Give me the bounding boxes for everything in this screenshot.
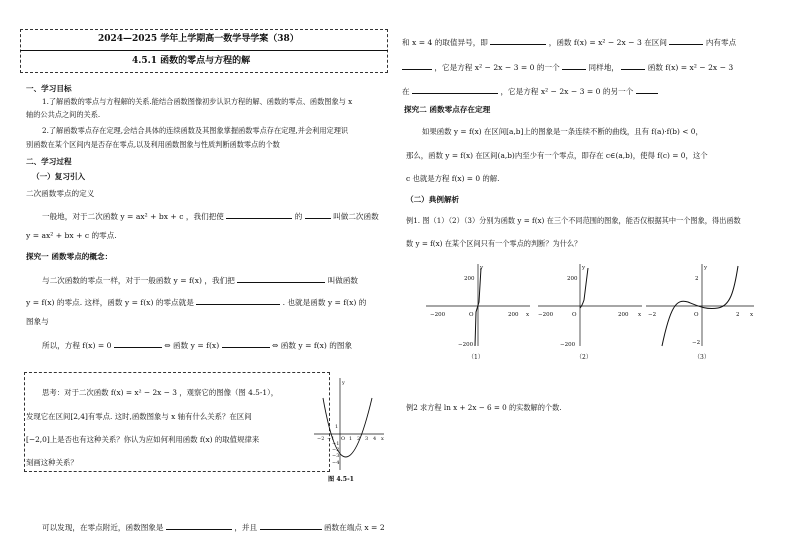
g3-label-x: x [750,312,754,318]
fig451-tick-2: 2 [357,436,361,442]
think-line-c: [−2,0]上是否也有这种关系？你认为应如何利用函数 f(x) 的取值规律来 [26,435,260,444]
r2-blank-2[interactable] [562,62,586,70]
g3-xtick-neg2: −2 [648,312,657,318]
last-text-a2: ，并且 [234,523,258,532]
g1-origin: O [469,312,474,318]
g1-xtick-neg200: −200 [430,312,446,318]
review-subheading: 二次函数零点的定义 [26,189,95,198]
section-title: 4.5.1 函数的零点与方程的解 [132,56,251,66]
graph-1 [422,262,534,350]
explore1-line-c: 图象与 [26,317,49,326]
fig451-tick-3: 3 [365,436,369,442]
g3-ytick-2: 2 [695,276,699,282]
s1-heading: 一、学习目标 [26,84,72,93]
fig451-tick-1: 1 [349,436,353,442]
g2-origin: O [572,312,577,318]
last-text-a3: 函数在端点 x = 2 [323,523,385,532]
g3-origin: O [694,312,699,318]
page-title: 2024—2025 学年上学期高一数学导学案（38） [98,34,299,44]
fig451-label-y: y [342,380,345,386]
explore1-line-d [42,340,352,350]
review-heading: （一）复习引入 [32,172,86,181]
def-text-a3: 叫做二次函数 [333,212,379,221]
g2-ytick-200: 200 [567,276,578,282]
g1-label-x: x [526,312,530,318]
ex1-blank-2[interactable] [196,297,280,305]
goal2-line-b: 别函数在某个区间内是否存在零点,以及利用函数图象与性质判断函数零点的个数 [26,140,280,149]
g2-caption: （2） [576,354,592,361]
right-line-3 [402,86,658,96]
explore1-line-b [26,297,366,307]
g2-curve [580,268,588,308]
g2-xtick-neg200: −200 [538,312,554,318]
fig451-ytick-neg4: −4 [332,460,340,466]
fig451-ytick-neg3: −3 [332,453,340,459]
s2-heading: 二、学习过程 [26,157,72,166]
left-column [20,0,388,560]
right-line-2 [402,62,733,72]
ex1-text-a2: 叫做函数 [327,276,359,285]
r2-text-c: 函数 f(x) = x² − 2x − 3 [647,63,734,72]
ex1-text-b1: y = f(x) 的零点. 这样，函数 y = f(x) 的零点就是 [26,298,194,307]
explore1-heading: 探究一 函数零点的概念： [26,252,113,261]
think-box [24,372,330,472]
g1-caption: （1） [468,354,484,361]
goal2-line-a: 2.了解函数零点存在定理,会结合具体的连续函数及其图象掌握函数零点存在定理,并会利用定理识 [42,126,349,135]
r1-text-c: 内有零点 [705,38,737,47]
g2-xtick-200: 200 [618,312,629,318]
think-line-b: 发现它在区间[2,4]有零点. 这时,函数图象与 x 轴有什么关系？在区间 [26,412,252,421]
last-blank-1[interactable] [166,522,232,530]
fig451-label-x: x [381,436,384,442]
g3-xtick-2: 2 [736,312,740,318]
r3-blank-2[interactable] [636,86,658,94]
fig451-tick-neg2: −2 [317,436,325,442]
g3-ytick-neg2: −2 [692,340,701,346]
r2-blank-3[interactable] [621,62,645,70]
g3-label-y: y [704,265,708,271]
think-line-a: 思考：对于二次函数 f(x) = x² − 2x − 3 ，观察它的图像（图 4.5-1）， [42,388,279,397]
r3-text-b: ，它是方程 x² − 2x − 3 = 0 的另一个 [500,87,634,96]
theorem-line-c: c 也就是方程 f(x) = 0 的解. [406,174,500,183]
def-line-b: y = ax² + bx + c 的零点. [26,231,117,240]
ex1-text-d1: 所以，方程 f(x) = 0 [42,341,112,350]
r1-blank-1[interactable] [490,37,546,45]
graph-3 [642,262,760,350]
theorem-line-a: 如果函数 y = f(x) 在区间[a,b]上的图象是一条连续不断的曲线，且有 f(a)·f(b) < 0， [422,127,703,136]
g2-ytick-neg200: −200 [560,342,576,348]
g1-ytick-200: 200 [464,276,475,282]
header-divider [20,50,388,51]
goal1-line-b: 轴的公共点之间的关系. [26,110,101,119]
fig451-parabola [323,398,372,457]
explore1-line-a [42,275,358,285]
g1-label-y: y [480,265,484,271]
ex1-blank-4[interactable] [222,340,270,348]
fig451-ytick-neg2: −2 [332,447,340,453]
fig451-ytick-neg1: −1 [332,441,340,447]
ex1-text-b2: . 也就是函数 y = f(x) 的 [282,298,367,307]
case1-line-b: 数 y = f(x) 在某个区间只有一个零点的判断？为什么？ [406,239,582,248]
think-line-d: 刻画这种关系？ [26,458,78,467]
r1-blank-2[interactable] [669,37,703,45]
r2-blank-1[interactable] [402,62,432,70]
def-blank-1[interactable] [226,211,292,219]
ex1-text-d2: ⇔ 函数 y = f(x) [164,341,220,350]
ex1-text-d3: ⇔ 函数 y = f(x) 的图象 [272,341,353,350]
ex1-text-a1: 与二次函数的零点一样，对于一般函数 y = f(x) ，我们把 [42,276,235,285]
right-line-1 [402,37,736,47]
r3-blank-1[interactable] [412,86,498,94]
fig451-tick-4: 4 [373,436,377,442]
last-blank-2[interactable] [260,522,322,530]
fig451-caption: 图 4.5-1 [328,476,354,483]
r1-text-b: ，函数 f(x) = x² − 2x − 3 在区间 [548,38,667,47]
graph-2 [534,262,646,350]
theorem-line-b: 那么，函数 y = f(x) 在区间(a,b)内至少有一个零点，即存在 c∈(a,b)，使得 f(c) = 0，这个 [406,151,708,160]
def-line-a [42,211,379,221]
r3-text-a: 在 [402,87,410,96]
last-text-a1: 可以发现，在零点附近，函数图象是 [42,523,164,532]
g3-caption: （3） [694,354,710,361]
case1-line-a: 例1. 图（1）（2）（3）分别为函数 y = f(x) 在三个不同范围的图象，能否仅根据其中一个图象，得出函数 [406,216,741,225]
def-blank-2[interactable] [305,211,331,219]
fig451-ytick-1: 1 [335,424,339,430]
cases-heading: （二）典例解析 [406,195,460,204]
right-column [402,0,774,560]
r2-text-a: ，它是方程 x² − 2x − 3 = 0 的一个 [434,63,560,72]
g2-label-y: y [582,265,586,271]
def-text-a2: 的 [294,212,303,221]
g1-ytick-neg200: −200 [458,342,474,348]
goal1-line-a: 1.了解函数的零点与方程解的关系.能结合函数图像初步认识方程的解、函数的零点、函数图象与 x [42,97,353,106]
fig451-origin: O [341,436,346,442]
g1-xtick-200: 200 [508,312,519,318]
ex1-blank-1[interactable] [237,275,325,283]
last-line [42,522,385,532]
fig451-tick-neg1: −1 [327,436,335,442]
g2-label-x: x [638,312,642,318]
case2-line: 例2 求方程 ln x + 2x − 6 = 0 的实数解的个数. [406,403,562,412]
explore2-heading: 探究二 函数零点存在定理 [404,105,491,114]
r2-text-b: 同样地， [588,63,619,72]
r1-text-a: 和 x = 4 的取值异号，即 [402,38,488,47]
figure-4-5-1 [312,376,388,472]
def-text-a1: 一般地，对于二次函数 y = ax² + bx + c ，我们把使 [42,212,224,221]
ex1-blank-3[interactable] [114,340,162,348]
